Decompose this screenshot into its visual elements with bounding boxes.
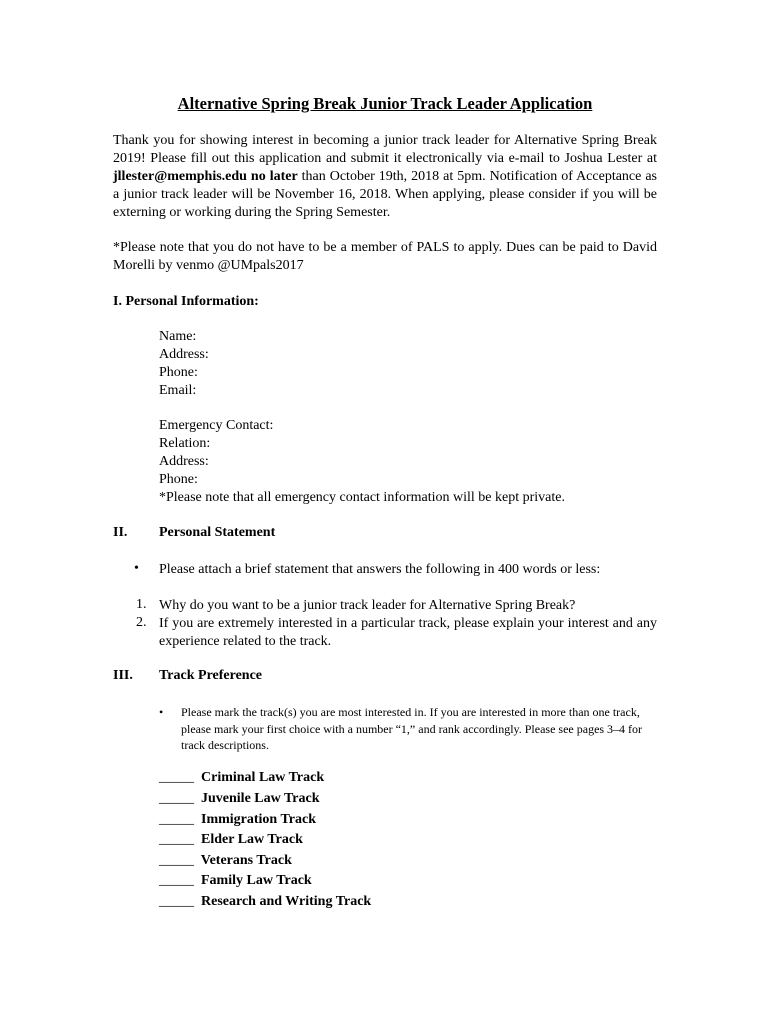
question-2: If you are extremely interested in a particular track, please explain your interest and any experience related to the track. [159, 616, 657, 649]
privacy-note: *Please note that all emergency contact information will be kept private. [159, 490, 565, 505]
track-item [159, 832, 303, 848]
field-phone-label: Phone: [159, 365, 198, 380]
track-label: Family Law Track [201, 873, 312, 888]
intro-text-1: Thank you for showing interest in becoming a junior track leader for Alternative Spring Break 2019! Please fill out this application and submit it electronically via e-mail to Joshua Lester at [113, 133, 657, 166]
track-item [159, 873, 312, 889]
track-label: Elder Law Track [201, 832, 303, 847]
section3-numeral: III. [113, 668, 133, 683]
membership-note: *Please note that you do not have to be a member of PALS to apply. Dues can be paid to David Morelli by venmo @UMpals2017 [113, 240, 657, 273]
field-email-label: Email: [159, 383, 197, 398]
question-number: 2. [136, 615, 147, 630]
track-instructions: Please mark the track(s) you are most interested in. If you are interested in more than one track, please mark your first choice with a number “1,” and rank accordingly. Please see pages 3–4 for track descriptions. [181, 705, 643, 752]
track-item [159, 853, 292, 869]
rank-blank[interactable]: _____ [159, 873, 194, 888]
section2-heading: Personal Statement [159, 525, 276, 540]
field-address-label: Address: [159, 347, 209, 362]
track-label: Research and Writing Track [201, 894, 372, 909]
bullet-icon: • [134, 561, 139, 576]
section1-heading: I. Personal Information: [113, 294, 259, 309]
track-label: Juvenile Law Track [201, 791, 320, 806]
emergency-phone-label: Phone: [159, 472, 198, 487]
track-item [159, 812, 316, 828]
rank-blank[interactable]: _____ [159, 894, 194, 909]
track-label: Veterans Track [200, 853, 292, 868]
document-title: Alternative Spring Break Junior Track Leader Application [177, 94, 593, 113]
track-item [159, 770, 324, 786]
section2-numeral: II. [113, 525, 128, 540]
track-label: Criminal Law Track [201, 770, 325, 785]
track-item [159, 894, 371, 910]
intro-paragraph [113, 132, 657, 222]
emergency-address-label: Address: [159, 454, 209, 469]
section3-heading: Track Preference [159, 668, 263, 683]
bullet-icon: • [159, 705, 164, 719]
statement-instructions: Please attach a brief statement that answers the following in 400 words or less: [159, 562, 601, 577]
emergency-contact-label: Emergency Contact: [159, 418, 274, 433]
rank-blank[interactable]: _____ [159, 791, 194, 806]
contact-email: jllester@memphis.edu no later [113, 169, 298, 184]
question-1: Why do you want to be a junior track leader for Alternative Spring Break? [159, 598, 576, 613]
track-item [159, 791, 320, 807]
emergency-relation-label: Relation: [159, 436, 211, 451]
intro-text-2: than October 19th, 2018 at 5pm. Notification of Acceptance as a junior track leader will be November 16, 2018. When applying, please consider if you will be externing or working during the Spring Semester. [113, 169, 657, 220]
rank-blank[interactable]: _____ [159, 832, 194, 847]
question-number: 1. [136, 597, 147, 612]
rank-blank[interactable]: _____ [159, 770, 194, 785]
track-label: Immigration Track [201, 812, 316, 827]
rank-blank[interactable]: _____ [159, 853, 194, 868]
rank-blank[interactable]: _____ [159, 812, 194, 827]
field-name-label: Name: [159, 329, 197, 344]
